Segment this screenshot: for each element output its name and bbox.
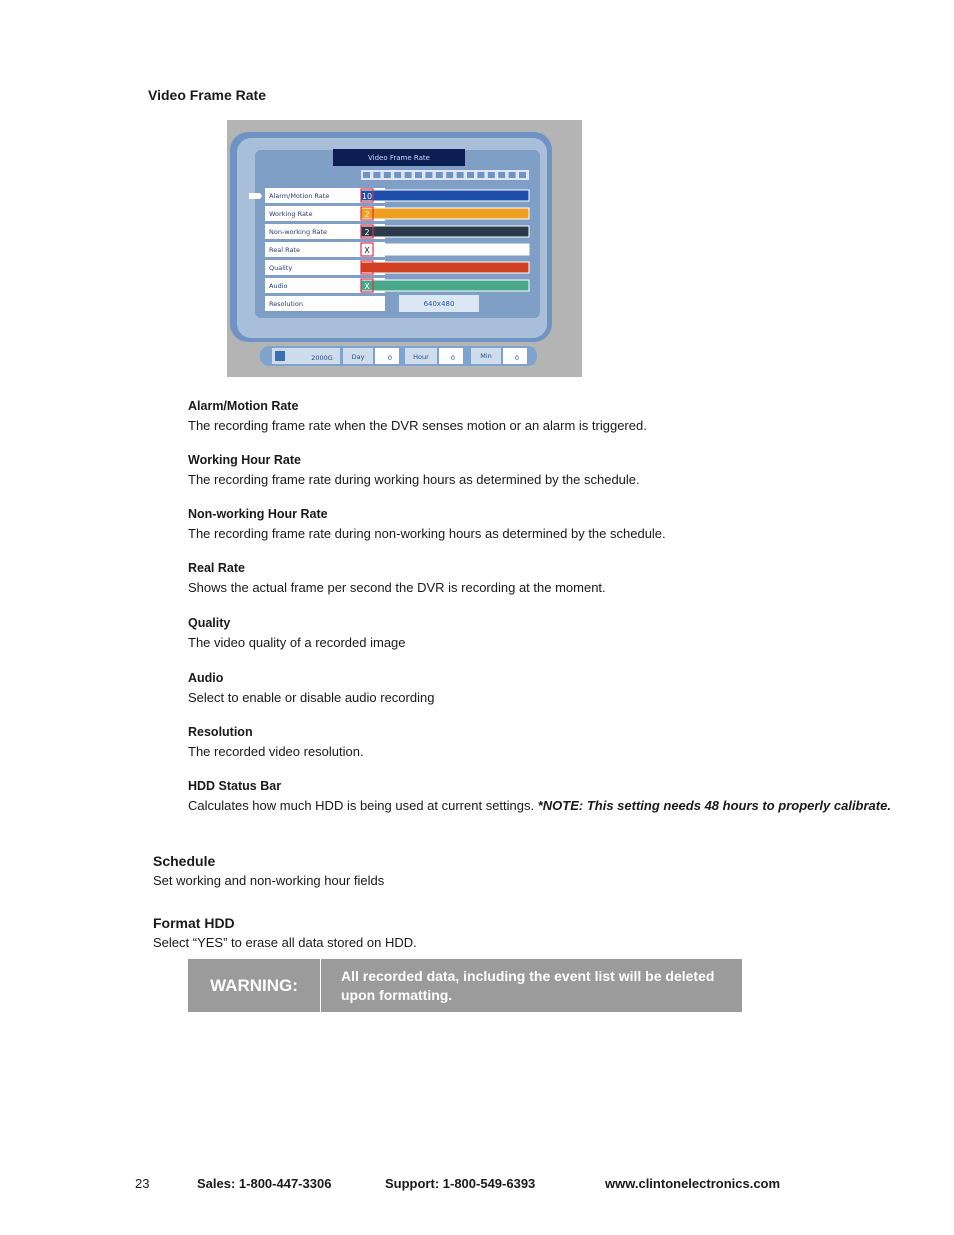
term-title: Resolution (188, 725, 253, 739)
term-desc-text: The recorded video resolution. (188, 744, 364, 759)
term-title: Non-working Hour Rate (188, 507, 328, 521)
menu-row-label: Working Rate (269, 210, 313, 218)
term-desc (188, 796, 908, 816)
footer-sales: Sales: 1-800-447-3306 (197, 1176, 332, 1191)
channel-strip (361, 262, 529, 273)
resolution-value: 640x480 (423, 300, 455, 308)
channel-tick (363, 172, 370, 178)
term-desc (188, 470, 908, 490)
term-title: Quality (188, 616, 231, 630)
channel-tick (394, 172, 401, 178)
section-heading: Video Frame Rate (148, 87, 267, 103)
min-label: Min (480, 352, 492, 360)
channel-tick (457, 172, 464, 178)
term-5 (188, 670, 908, 708)
format-hdd-title: Format HDD (153, 915, 235, 931)
term-desc-text: The recording frame rate when the DVR senses motion or an alarm is triggered. (188, 418, 647, 433)
term-desc (188, 633, 908, 653)
channel-value: 2 (364, 228, 370, 237)
term-2 (188, 506, 908, 544)
menu-row-label: Audio (269, 282, 288, 290)
term-desc-text: Select to enable or disable audio recording (188, 690, 435, 705)
hour-value: 0 (450, 354, 456, 362)
schedule-section (153, 852, 853, 891)
term-title: HDD Status Bar (188, 779, 282, 793)
term-desc (188, 742, 908, 762)
term-title: Working Hour Rate (188, 453, 301, 467)
term-1 (188, 452, 908, 490)
term-3 (188, 560, 908, 598)
term-desc-text: Calculates how much HDD is being used at current settings. (188, 798, 538, 813)
min-value: 0 (514, 354, 520, 362)
warning-label: WARNING: (188, 959, 321, 1012)
channel-tick (519, 172, 526, 178)
schedule-title: Schedule (153, 853, 216, 869)
hdd-size: 2000G (311, 354, 333, 362)
hour-label: Hour (413, 353, 429, 361)
term-desc-text: The video quality of a recorded image (188, 635, 406, 650)
footer-website[interactable]: www.clintonelectronics.com (605, 1176, 781, 1191)
term-title: Alarm/Motion Rate (188, 399, 299, 413)
menu-row-label: Resolution (269, 300, 303, 308)
format-hdd-desc: Select “YES” to erase all data stored on HDD. (153, 935, 417, 950)
term-desc-text: The recording frame rate during working hours as determined by the schedule. (188, 472, 640, 487)
schedule-desc: Set working and non-working hour fields (153, 873, 385, 888)
menu-title: Video Frame Rate (368, 154, 430, 162)
page-number: 23 (135, 1176, 150, 1191)
channel-tick (405, 172, 412, 178)
day-label: Day (351, 353, 365, 361)
channel-value: X (364, 282, 370, 291)
channel-tick (425, 172, 432, 178)
term-desc-text: Shows the actual frame per second the DVR is recording at the moment. (188, 580, 606, 595)
channel-strip (361, 190, 529, 201)
term-desc (188, 416, 908, 436)
channel-strip (361, 208, 529, 219)
term-desc (188, 524, 908, 544)
row-pointer-icon (249, 193, 262, 199)
term-note: *NOTE: This setting needs 48 hours to properly calibrate. (537, 798, 891, 813)
channel-value: X (364, 246, 370, 255)
term-6 (188, 724, 908, 762)
channel-strip (361, 244, 529, 255)
term-7 (188, 778, 908, 816)
channel-tick (436, 172, 443, 178)
term-desc (188, 688, 908, 708)
channel-value: 10 (361, 192, 373, 201)
channel-tick (467, 172, 474, 178)
menu-row-label: Quality (269, 264, 293, 272)
term-desc (188, 578, 908, 598)
channel-strip (361, 280, 529, 291)
term-4 (188, 615, 908, 653)
warning-message: All recorded data, including the event list will be deleted upon formatting. (341, 968, 715, 1003)
format-hdd-section (153, 914, 853, 953)
channel-tick (509, 172, 516, 178)
term-title: Real Rate (188, 561, 245, 575)
channel-tick (373, 172, 380, 178)
warning-box (188, 959, 742, 1012)
menu-row-label: Alarm/Motion Rate (269, 192, 330, 200)
term-desc-text: The recording frame rate during non-working hours as determined by the schedule. (188, 526, 666, 541)
channel-tick (384, 172, 391, 178)
channel-strip (361, 226, 529, 237)
channel-tick (477, 172, 484, 178)
channel-tick (415, 172, 422, 178)
hdd-icon (275, 351, 285, 361)
channel-tick (498, 172, 505, 178)
footer-support: Support: 1-800-549-6393 (385, 1176, 536, 1191)
day-value: 0 (387, 354, 393, 362)
term-title: Audio (188, 671, 224, 685)
menu-row-label: Non-working Rate (269, 228, 328, 236)
term-0 (188, 398, 908, 436)
dvr-menu-screenshot (227, 120, 582, 377)
channel-tick (488, 172, 495, 178)
menu-row-label: Real Rate (269, 246, 300, 254)
channel-value: 2 (364, 210, 370, 219)
channel-tick (446, 172, 453, 178)
